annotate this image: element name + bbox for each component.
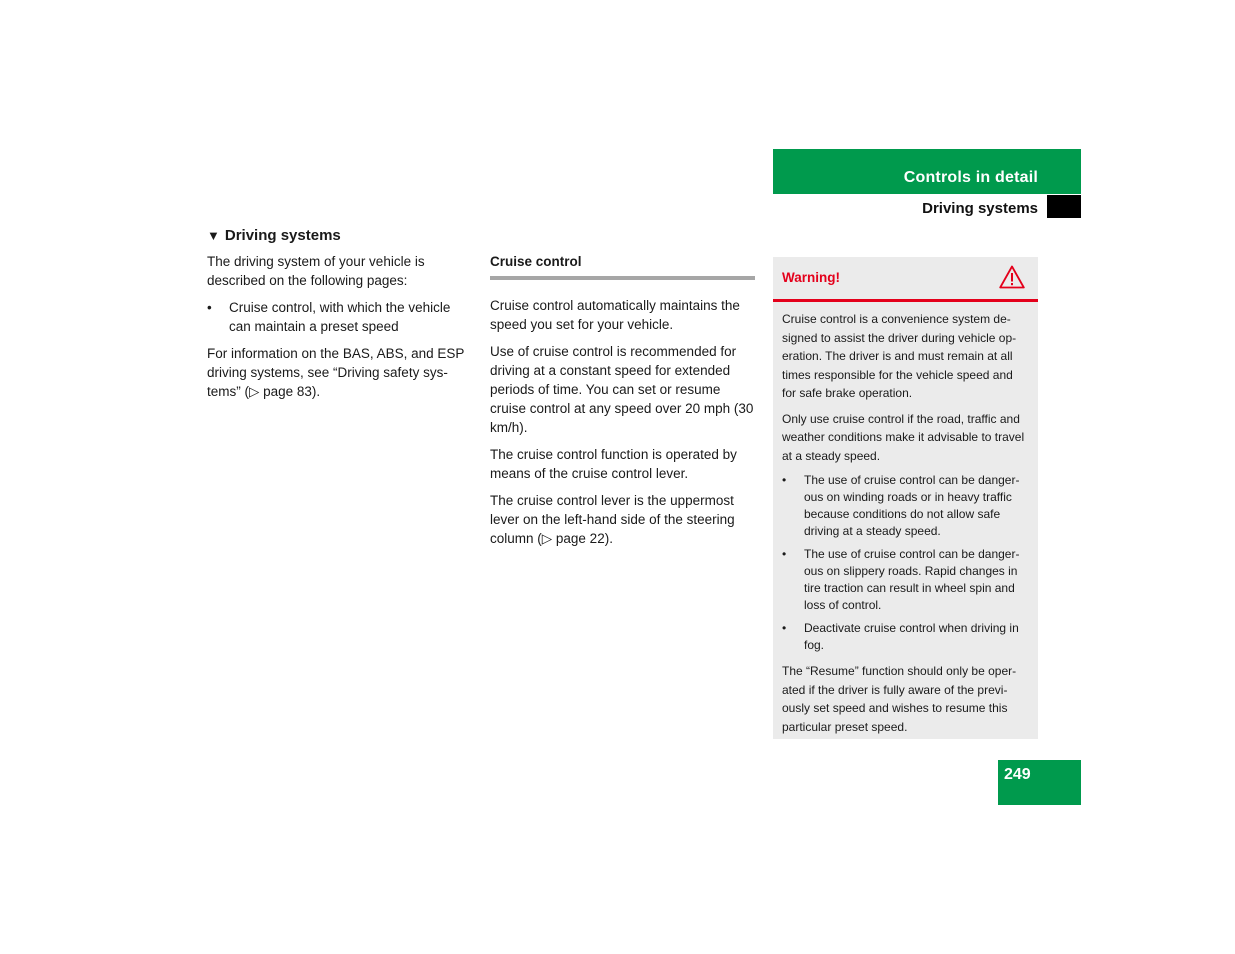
subsection-header [773, 195, 1081, 218]
intro-paragraph: The driving system of your vehicle is described on the following pages: [207, 254, 425, 288]
left-column [207, 226, 472, 409]
list-item: • Cruise control, with which the vehicle can maintain a preset speed [207, 298, 472, 336]
warning-box [773, 257, 1038, 739]
warning-bullet-list [782, 472, 1029, 654]
warning-header [773, 257, 1038, 302]
warning-title: Warning! [782, 270, 840, 285]
page-number-box [998, 760, 1081, 805]
paragraph: Use of cruise control is recommended for driving at a constant speed for extended periods of time. You can set or resume cruise control at any speed over 20 mph (30 km/h). [490, 344, 754, 435]
cruise-control-heading: Cruise control [490, 252, 755, 280]
warning-paragraph: The “Resume” function should only be oper-ated if the driver is fully aware of the previ-ously set speed and wishes to resume this particular preset speed. [782, 664, 1017, 734]
section-title: Controls in detail [903, 169, 1038, 186]
paragraph: Cruise control automatically maintains the speed you set for your vehicle. [490, 298, 740, 332]
section-header [773, 149, 1081, 194]
warning-triangle-icon [999, 265, 1025, 289]
middle-column [490, 252, 755, 556]
bullet-list [207, 298, 472, 336]
list-item: • Deactivate cruise control when driving in fog. [782, 620, 1029, 654]
paragraph: The cruise control lever is the uppermost lever on the left-hand side of the steering column (▷ page 22). [490, 493, 735, 546]
triangle-marker-icon: ▼ [207, 228, 220, 243]
warning-body [773, 302, 1038, 736]
thumb-tab [1047, 195, 1081, 218]
section-heading [207, 226, 472, 245]
list-item: • The use of cruise control can be danger-ous on winding roads or in heavy traffic because conditions do not allow safe driving at a steady speed. [782, 472, 1029, 540]
reference-paragraph: For information on the BAS, ABS, and ESP driving systems, see “Driving safety sys-tems” (▷ page 83). [207, 346, 465, 399]
section-heading-text: Driving systems [224, 227, 341, 244]
paragraph: The cruise control function is operated by means of the cruise control lever. [490, 447, 737, 481]
page-number: 249 [1004, 766, 1031, 783]
warning-paragraph: Only use cruise control if the road, traffic and weather conditions make it advisable to travel at a steady speed. [782, 411, 1025, 463]
warning-paragraph: Cruise control is a convenience system de-signed to assist the driver during vehicle op-eration. The driver is and must remain at all times responsible for the vehicle speed and for safe brake operation. [782, 312, 1017, 400]
subsection-title: Driving systems [922, 200, 1038, 217]
list-item: • The use of cruise control can be danger-ous on slippery roads. Rapid changes in tire traction can result in wheel spin and loss of control. [782, 546, 1029, 614]
